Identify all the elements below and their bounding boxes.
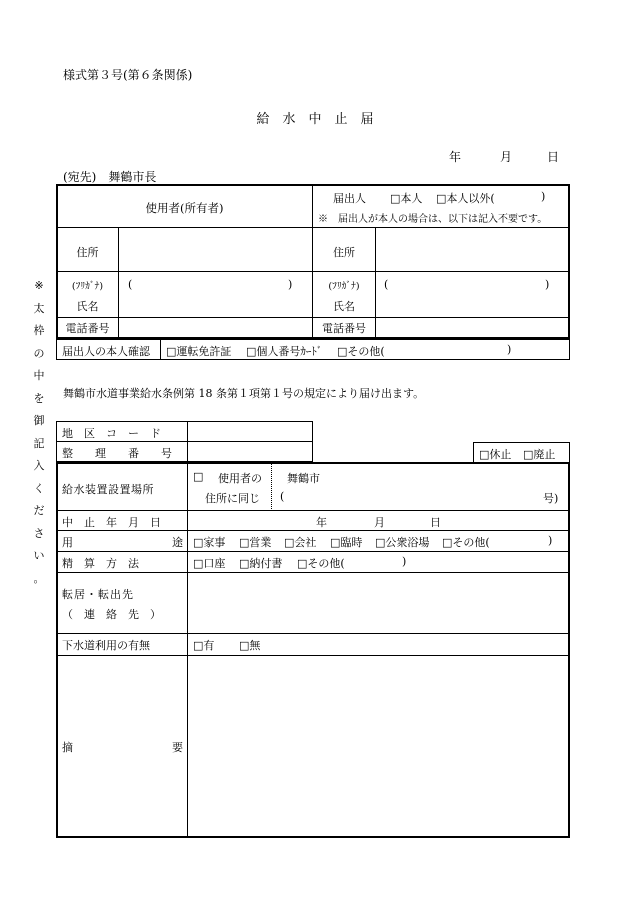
date-year: 年 [449, 150, 462, 164]
location-go: 号) [543, 492, 559, 505]
usage-business-checkbox[interactable]: □ 営業 [239, 534, 271, 550]
usage-bathhouse-checkbox[interactable]: □ 公衆浴場 [375, 534, 429, 550]
moving-label: 転居・転出先 [62, 588, 134, 601]
name-paren-close: ) [288, 278, 293, 291]
settle-account-checkbox[interactable]: □ 口座 [193, 555, 225, 571]
reg-number-label: 整 理 番 号 [62, 447, 172, 460]
same-address-checkbox[interactable] [193, 470, 203, 483]
settle-other-close: ) [402, 555, 407, 568]
usage-label-a: 用 [62, 536, 73, 549]
pause-checkbox[interactable]: □ 休止 [479, 446, 511, 462]
form-number: 様式第３号(第６条関係) [63, 68, 193, 82]
reporter-other-checkbox[interactable]: □ 本人以外( [436, 190, 495, 206]
sewer-no-checkbox[interactable]: □ 無 [239, 637, 260, 653]
remarks-label-a: 摘 [62, 741, 73, 754]
settle-slip-checkbox[interactable]: □ 納付書 [239, 555, 282, 571]
stop-date-label: 中 止 年 月 日 [62, 516, 161, 529]
remarks-label-b: 要 [172, 741, 183, 754]
date-month: 月 [500, 150, 513, 164]
id-license-checkbox[interactable]: □ 運転免許証 [166, 343, 231, 359]
usage-company-checkbox[interactable]: □ 会社 [284, 534, 316, 550]
stop-date-day: 日 [430, 516, 441, 529]
usage-other-checkbox[interactable]: □ その他( [442, 534, 490, 550]
reporter-phone-label: 電話番号 [322, 322, 366, 335]
name-field[interactable] [119, 290, 312, 317]
location-label: 給水装置設置場所 [62, 483, 154, 496]
reporter-self-checkbox[interactable]: □ 本人 [390, 190, 422, 206]
same-address-line2: 住所に同じ [205, 492, 260, 505]
page-title: 給 水 中 止 届 [256, 112, 374, 127]
reg-number-field[interactable] [188, 442, 312, 461]
location-field[interactable] [296, 487, 540, 507]
stop-date-year: 年 [316, 516, 327, 529]
reporter-name-paren-close: ) [545, 278, 550, 291]
reporter-phone-field[interactable] [376, 318, 569, 338]
reporter-name-label: 氏名 [333, 300, 355, 313]
id-check-label: 届出人の本人確認 [62, 345, 150, 358]
phone-label: 電話番号 [65, 322, 110, 335]
user-owner-label: 使用者(所有者) [145, 201, 224, 215]
reporter-address-field[interactable] [376, 228, 569, 271]
sewer-yes-checkbox[interactable]: □ 有 [193, 637, 214, 653]
phone-field[interactable] [119, 318, 312, 338]
id-other-close: ) [507, 343, 512, 356]
reporter-name-field[interactable] [376, 290, 569, 317]
sewer-label: 下水道利用の有無 [62, 639, 150, 652]
side-note: ※ 太 枠 の 中 を 御 記 入 く だ さ い 。 [33, 279, 45, 585]
reporter-name-paren-open: ( [384, 278, 389, 291]
furigana-label: (ﾌﾘｶﾞﾅ) [71, 281, 104, 292]
abolish-checkbox[interactable]: □ 廃止 [523, 446, 555, 462]
district-code-field[interactable] [188, 422, 312, 441]
id-other-checkbox[interactable]: □ その他( [337, 343, 385, 359]
usage-temporary-checkbox[interactable]: □ 臨時 [330, 534, 362, 550]
id-mynumber-checkbox[interactable]: □ 個人番号ｶｰﾄﾞ [246, 343, 322, 359]
usage-other-close: ) [548, 534, 553, 547]
location-paren-open: ( [280, 490, 285, 503]
addressee: (宛先) 舞鶴市長 [63, 170, 157, 184]
settle-label: 精 算 方 法 [62, 557, 139, 570]
reporter-furigana-label: (ﾌﾘｶﾞﾅ) [328, 281, 360, 292]
usage-household-checkbox[interactable]: □ 家事 [193, 534, 225, 550]
name-label: 氏名 [76, 300, 99, 313]
moving-field[interactable] [188, 573, 569, 633]
usage-label-b: 途 [172, 536, 183, 549]
reporter-address-label: 住所 [333, 246, 355, 259]
moving-contact-label: （ 連 絡 先 ） [62, 608, 161, 621]
reporter-other-close: ) [541, 190, 546, 203]
district-code-label: 地 区 コ ー ド [62, 427, 161, 440]
statement: 舞鶴市水道事業給水条例第 18 条第１項第１号の規定により届け出ます。 [63, 387, 425, 400]
remarks-field[interactable] [188, 656, 569, 836]
date-day: 日 [547, 150, 560, 164]
reporter-note: ※ 届出人が本人の場合は、以下は記入不要です。 [318, 214, 548, 225]
address-label: 住所 [76, 246, 99, 259]
reporter-label: 届出人 [333, 192, 366, 205]
settle-other-checkbox[interactable]: □ その他( [297, 555, 345, 571]
name-paren-open: ( [128, 278, 133, 291]
address-field[interactable] [119, 228, 312, 271]
same-address-line1: 使用者の [218, 472, 262, 485]
stop-date-month: 月 [374, 516, 385, 529]
location-city: 舞鶴市 [287, 472, 320, 485]
